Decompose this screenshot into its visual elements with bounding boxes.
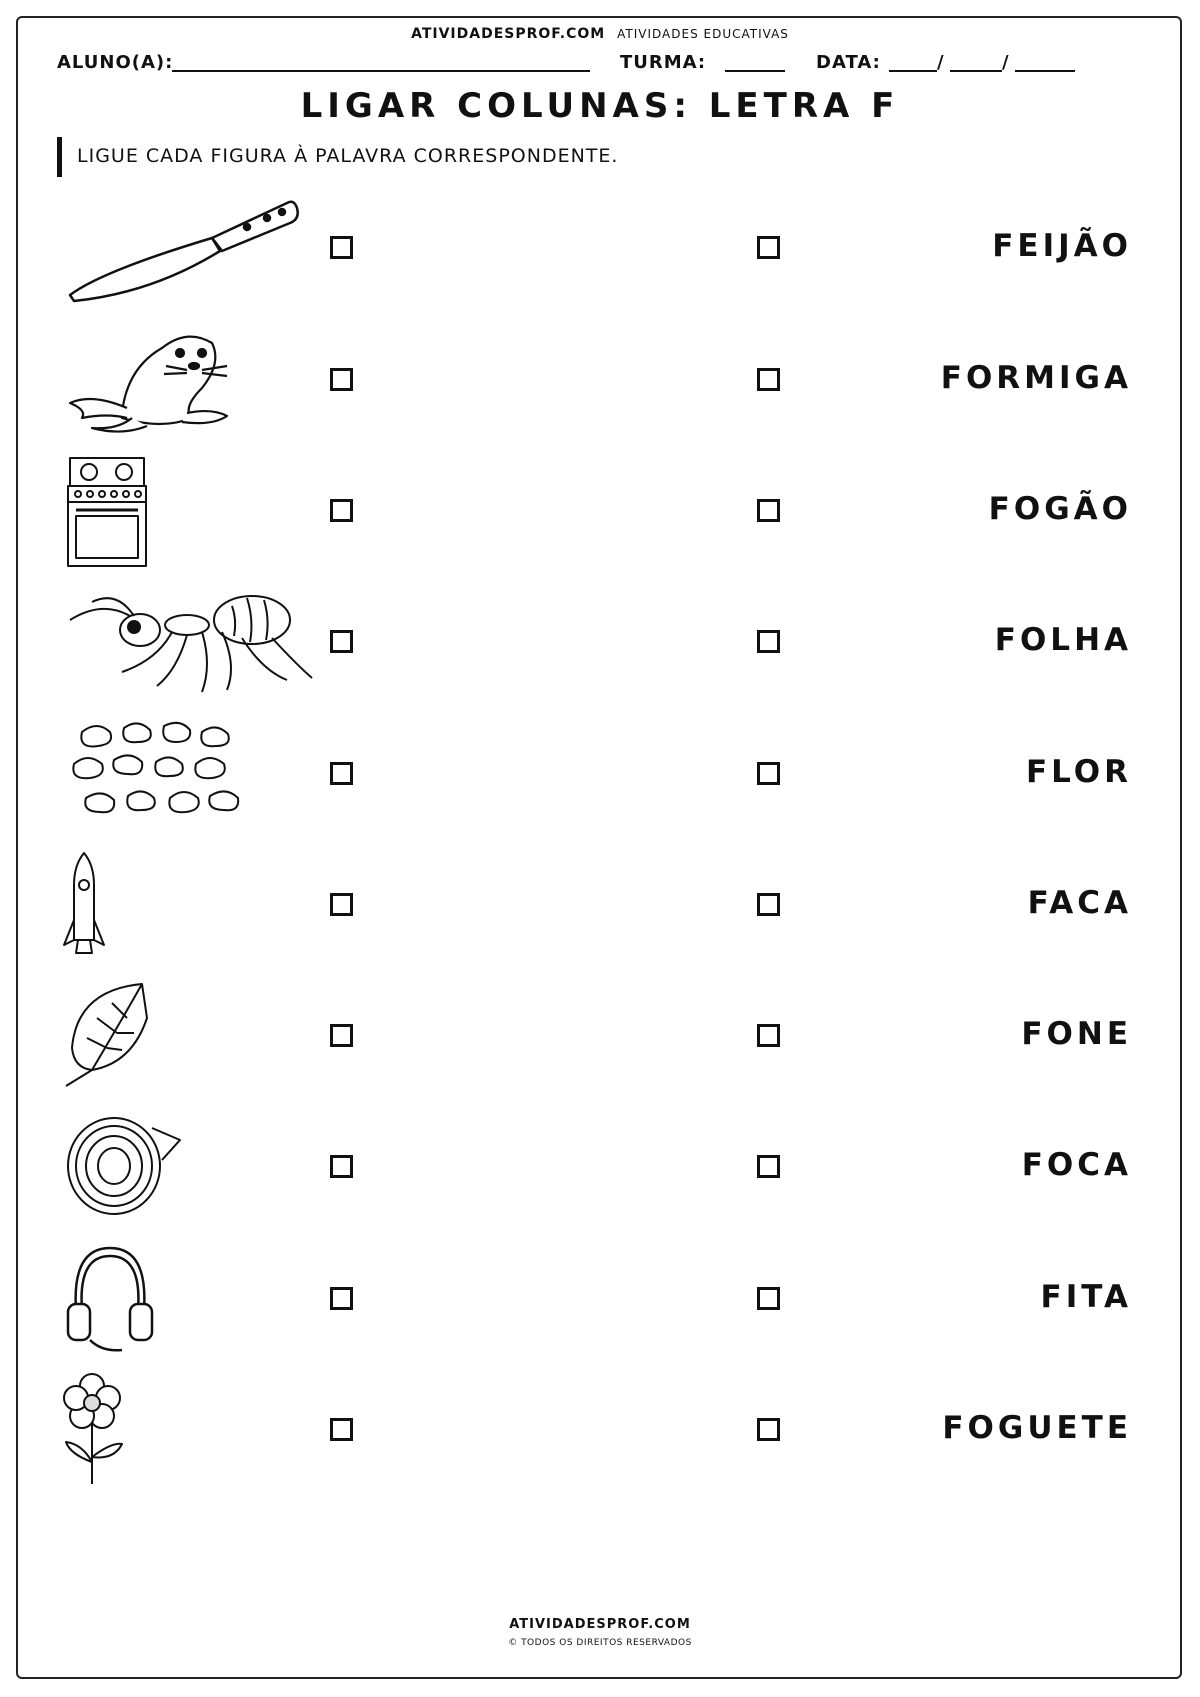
word-item: FOCA xyxy=(1021,1147,1132,1183)
page-title: LIGAR COLUNAS: LETRA F xyxy=(300,86,900,126)
rocket-icon xyxy=(62,845,322,965)
headphones-icon xyxy=(62,1240,322,1360)
picture-checkbox-2[interactable] xyxy=(330,368,353,391)
word-checkbox-5[interactable] xyxy=(757,762,780,785)
word-checkbox-10[interactable] xyxy=(757,1418,780,1441)
picture-checkbox-4[interactable] xyxy=(330,630,353,653)
word-item: FEIJÃO xyxy=(992,228,1132,264)
word-item: FITA xyxy=(1040,1279,1132,1315)
footer-rights: © TODOS OS DIREITOS RESERVADOS xyxy=(508,1638,692,1648)
seal-icon xyxy=(62,318,322,438)
word-checkbox-7[interactable] xyxy=(757,1024,780,1047)
word-item: FLOR xyxy=(1025,754,1132,790)
picture-checkbox-6[interactable] xyxy=(330,893,353,916)
word-checkbox-4[interactable] xyxy=(757,630,780,653)
data-label: DATA: xyxy=(816,52,881,73)
picture-checkbox-7[interactable] xyxy=(330,1024,353,1047)
picture-checkbox-1[interactable] xyxy=(330,236,353,259)
picture-checkbox-8[interactable] xyxy=(330,1155,353,1178)
aluno-field[interactable] xyxy=(172,52,590,72)
site-header xyxy=(0,26,1200,42)
word-item: FACA xyxy=(1027,885,1132,921)
data-slash-2: / xyxy=(1002,52,1010,73)
data-slash-1: / xyxy=(937,52,945,73)
word-item: FOGUETE xyxy=(942,1410,1132,1446)
data-day-field[interactable] xyxy=(889,52,937,72)
word-checkbox-1[interactable] xyxy=(757,236,780,259)
word-checkbox-9[interactable] xyxy=(757,1287,780,1310)
ant-icon xyxy=(62,580,322,700)
picture-checkbox-5[interactable] xyxy=(330,762,353,785)
stove-icon xyxy=(62,452,322,572)
word-item: FONE xyxy=(1021,1016,1132,1052)
aluno-label: ALUNO(A): xyxy=(57,52,174,73)
site-tagline: ATIVIDADES EDUCATIVAS xyxy=(617,27,789,41)
knife-icon xyxy=(62,193,322,313)
picture-checkbox-3[interactable] xyxy=(330,499,353,522)
turma-label: TURMA: xyxy=(620,52,707,73)
word-checkbox-8[interactable] xyxy=(757,1155,780,1178)
data-year-field[interactable] xyxy=(1015,52,1075,72)
flower-icon xyxy=(62,1372,322,1492)
instruction-bar xyxy=(57,137,62,177)
word-checkbox-2[interactable] xyxy=(757,368,780,391)
word-item: FORMIGA xyxy=(940,360,1132,396)
picture-checkbox-10[interactable] xyxy=(330,1418,353,1441)
word-item: FOLHA xyxy=(994,622,1132,658)
beans-icon xyxy=(62,712,322,832)
site-name: ATIVIDADESPROF.COM xyxy=(411,26,606,42)
word-checkbox-6[interactable] xyxy=(757,893,780,916)
word-checkbox-3[interactable] xyxy=(757,499,780,522)
leaf-icon xyxy=(62,978,322,1098)
student-info-row xyxy=(57,52,1147,76)
footer-site: ATIVIDADESPROF.COM xyxy=(509,1617,691,1632)
word-item: FOGÃO xyxy=(988,491,1132,527)
turma-field[interactable] xyxy=(725,52,785,72)
tape-icon xyxy=(62,1108,322,1228)
picture-checkbox-9[interactable] xyxy=(330,1287,353,1310)
data-month-field[interactable] xyxy=(950,52,1002,72)
instruction-text: LIGUE CADA FIGURA À PALAVRA CORRESPONDENTE. xyxy=(77,145,619,167)
